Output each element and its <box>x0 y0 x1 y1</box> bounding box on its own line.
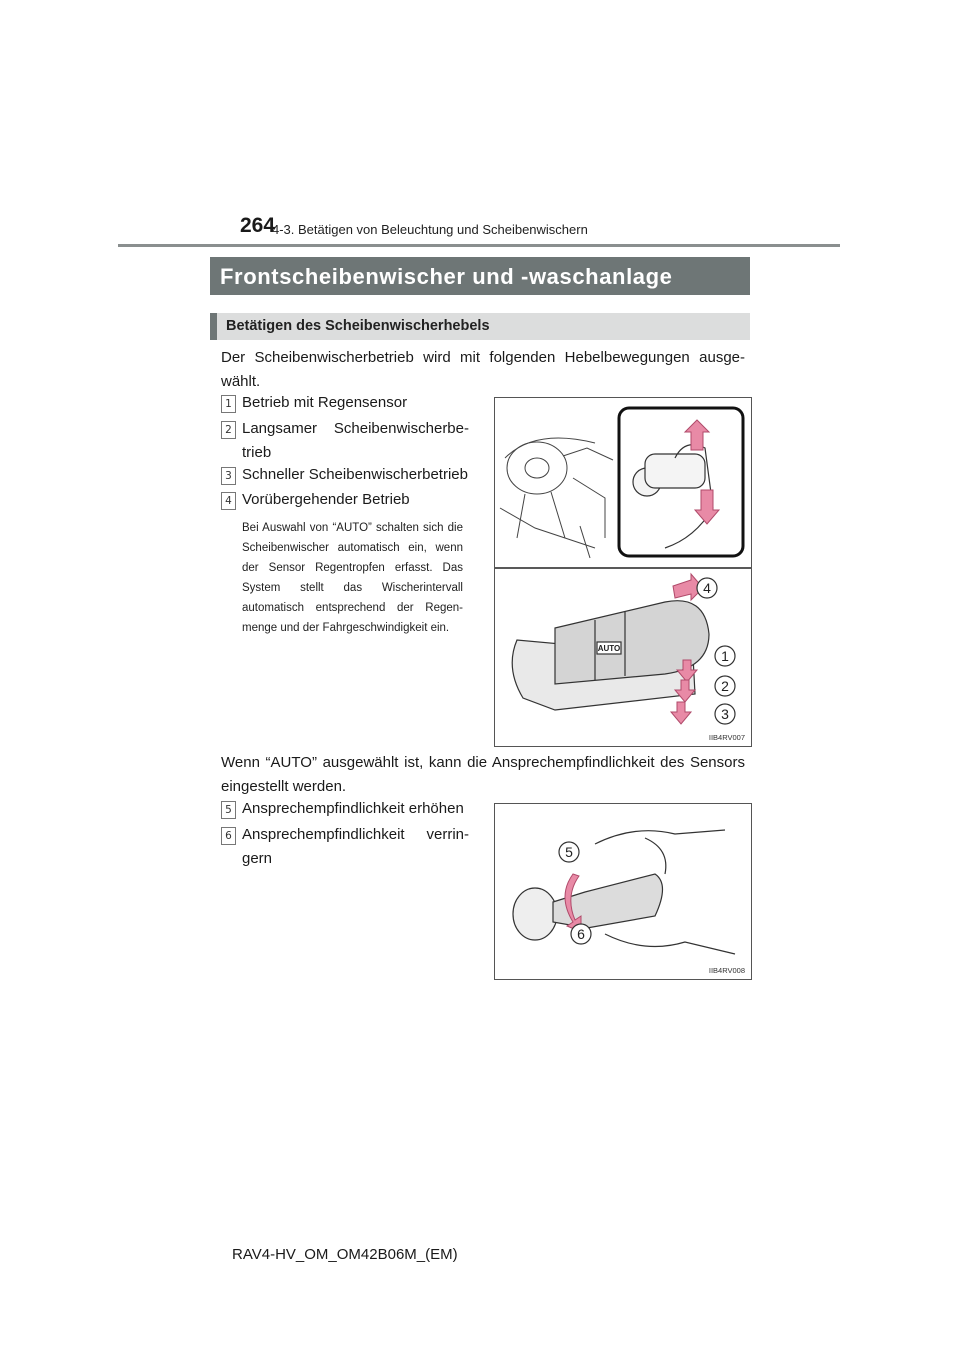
auto-mark: AUTO <box>597 644 621 653</box>
callout-3: 3 <box>721 706 729 722</box>
intro-paragraph: Der Scheibenwischerbetrieb wird mit folgenden Hebelbewegungen ausge-wählt. <box>221 349 745 390</box>
header-divider <box>118 244 840 247</box>
hand-and-lever <box>513 830 735 954</box>
dashboard-drawing <box>500 438 613 558</box>
page-number: 264 <box>240 214 276 237</box>
item-number-badge: 5 <box>221 801 236 819</box>
document-id-footer: RAV4-HV_OM_OM42B06M_(EM) <box>232 1246 458 1263</box>
item-label: Betrieb mit Regensensor <box>242 394 408 411</box>
callout-1: 1 <box>721 648 729 664</box>
item-number-badge: 2 <box>221 421 236 439</box>
page-title: Frontscheibenwischer und -waschanlage <box>210 257 750 295</box>
list-item-3 <box>221 463 469 487</box>
item-number-badge: 3 <box>221 467 236 485</box>
sensitivity-figure <box>494 803 752 980</box>
list-item-6 <box>221 823 469 871</box>
callout-6: 6 <box>577 926 585 942</box>
item-label: Ansprechempfindlichkeit erhöhen <box>242 800 464 817</box>
callout-5: 5 <box>565 844 573 860</box>
sensitivity-illustration <box>495 804 751 979</box>
auto-sensitivity-paragraph: Wenn “AUTO” ausgewählt ist, kann die Ansprechempfindlichkeit des Sensors eingestellt werden. <box>221 754 745 795</box>
item-number-badge: 6 <box>221 827 236 845</box>
arrow-down-3-icon <box>671 702 691 724</box>
list-item-1 <box>221 391 469 415</box>
wiper-lever-figure <box>494 397 752 747</box>
subheading: Betätigen des Scheibenwischerhebels <box>210 313 750 340</box>
figure-code: IIB4RV007 <box>708 733 745 742</box>
figure-code: IIB4RV008 <box>708 966 745 975</box>
callout-4: 4 <box>703 580 711 596</box>
callout-2: 2 <box>721 678 729 694</box>
list-item-5 <box>221 797 469 821</box>
item-label: Langsamer Scheibenwischerbe-trieb <box>242 420 469 461</box>
list-item-4 <box>221 488 469 512</box>
item-label: Ansprechempfindlichkeit verrin-gern <box>242 826 469 867</box>
wiper-lever-illustration <box>495 398 751 746</box>
item-number-badge: 1 <box>221 395 236 413</box>
item-label: Vorübergehender Betrieb <box>242 491 410 508</box>
section-title: 4-3. Betätigen von Beleuchtung und Scheibenwischern <box>272 222 588 237</box>
item-label: Schneller Scheibenwischerbetrieb <box>242 466 468 483</box>
list-item-2 <box>221 417 469 465</box>
auto-note: Bei Auswahl von “AUTO” schalten sich die Scheibenwischer automatisch ein, wenn der Sensor Regentropfen erfasst. Das System stellt das Wischerintervall automatisch entsprechend der Regen-menge und der Fahrgeschwindigkeit ein. <box>242 522 463 634</box>
item-number-badge: 4 <box>221 492 236 510</box>
